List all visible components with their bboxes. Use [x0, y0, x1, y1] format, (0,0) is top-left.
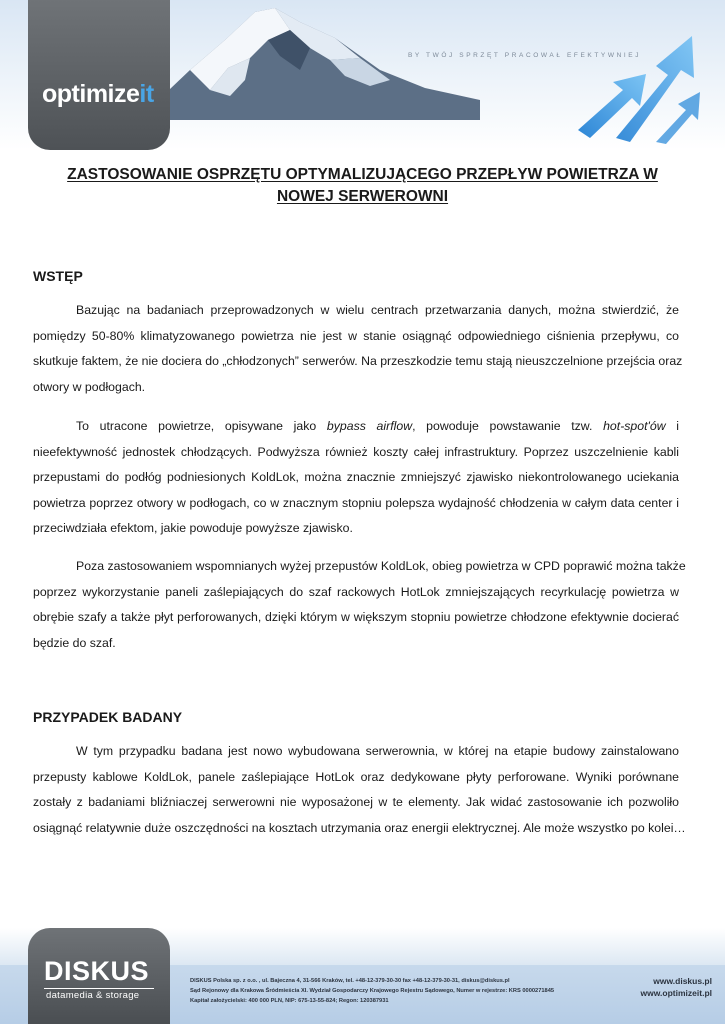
paragraph-3: Poza zastosowaniem wspomnianych wyżej przepustów KoldLok, obieg powietrza w CPD poprawić można także poprzez wykorzystanie paneli zaślepiających do szaf rackowych HotLok zmniejszających recyrkulację powietrza w obrębie szafy a także płyt perforowanych, dzięki którym w większym stopniu powietrze chłodzone efektywnie docierać będzie do szaf. [33, 559, 686, 650]
title-line-1: ZASTOSOWANIE OSPRZĘTU OPTYMALIZUJĄCEGO PRZEPŁYW POWIETRZA W [67, 166, 658, 183]
company-info [190, 976, 640, 1006]
optimizeit-logo[interactable] [28, 0, 170, 150]
paragraph-2: To utracone powietrze, opisywane jako bypass airflow, powoduje powstawanie tzw. hot-spot'ów i nieefektywność jednostek chłodzących. Podwyższa również koszty całej infrastruktury. Poprzez uszczelnienie kabli przepustami do podłóg podniesionych KoldLok, można znacznie zmniejszyć zjawisko niekontrolowanego uciekania powietrza poprzez otwory w podłogach, co w znacznym stopniu polepsza wydajność chłodzenia w całym data center i przeciwdziała efektom, jakie powoduje powyższe zjawisko. [33, 419, 679, 535]
diskus-brand-sub: datamedia & storage [46, 990, 140, 1001]
document-title [40, 164, 685, 208]
section-heading-wstep: WSTĘP [33, 268, 83, 284]
arrows-logo-icon [568, 30, 708, 148]
footer-websites [620, 975, 712, 999]
diskus-brand: DISKUS [44, 956, 150, 986]
company-info-line-2: Sąd Rejonowy dla Krakowa Śródmieścia XI. Wydział Gospodarczy Krajowego Rejestru Sądowego, Numer w rejestrze: KRS 0000271845 [190, 988, 555, 994]
company-info-line-1: DISKUS Polska sp. z o.o. , ul. Bajeczna 4, 31-566 Kraków, tel. +48-12-379-30-30 fax +48-12-379-30-31, diskus@diskus.pl [190, 978, 510, 984]
diskus-logo[interactable] [28, 928, 170, 1024]
mountain-image [150, 0, 480, 120]
header-tagline: BY TWÓJ SPRZĘT PRACOWAŁ EFEKTYWNIEJ [408, 52, 642, 59]
website-link-diskus[interactable]: www.diskus.pl [653, 976, 712, 986]
logo-text: optimizeit [42, 80, 154, 108]
paragraph-4: W tym przypadku badana jest nowo wybudowana serwerownia, w której na etapie budowy zainstalowano przepusty kablowe KoldLok, panele zaślepiające HotLok oraz dedykowane płyty perforowane. Wyniki porównane zostały z badaniami bliźniaczej serwerowni nie wyposażonej w te elementy. Jak widać zastosowanie ich pozwoliło osiągnąć relatywnie duże oszczędności na kosztach utrzymania oraz energii elektrycznej. Ale może wszystko po kolei… [33, 744, 686, 835]
website-link-optimizeit[interactable]: www.optimizeit.pl [640, 988, 712, 998]
title-line-2: NOWEJ SERWEROWNI [276, 188, 449, 205]
section-heading-przypadek-badany: PRZYPADEK BADANY [33, 709, 183, 725]
company-info-line-3: Kapitał założycielski: 400 000 PLN, NIP: 675-13-55-824; Regon: 120387931 [190, 998, 389, 1004]
brand-divider [44, 988, 154, 989]
paragraph-1: Bazując na badaniach przeprowadzonych w wielu centrach przetwarzania danych, można stwierdzić, że pomiędzy 50-80% klimatyzowanego powietrza nie jest w stanie osiągnąć odpowiedniego ciśnienia przepływu, co skutkuje faktem, że nie dociera do „chłodzonych” serwerów. Na przeszkodzie temu stają nieuszczelnione przejścia oraz otwory w podłogach. [33, 303, 683, 394]
